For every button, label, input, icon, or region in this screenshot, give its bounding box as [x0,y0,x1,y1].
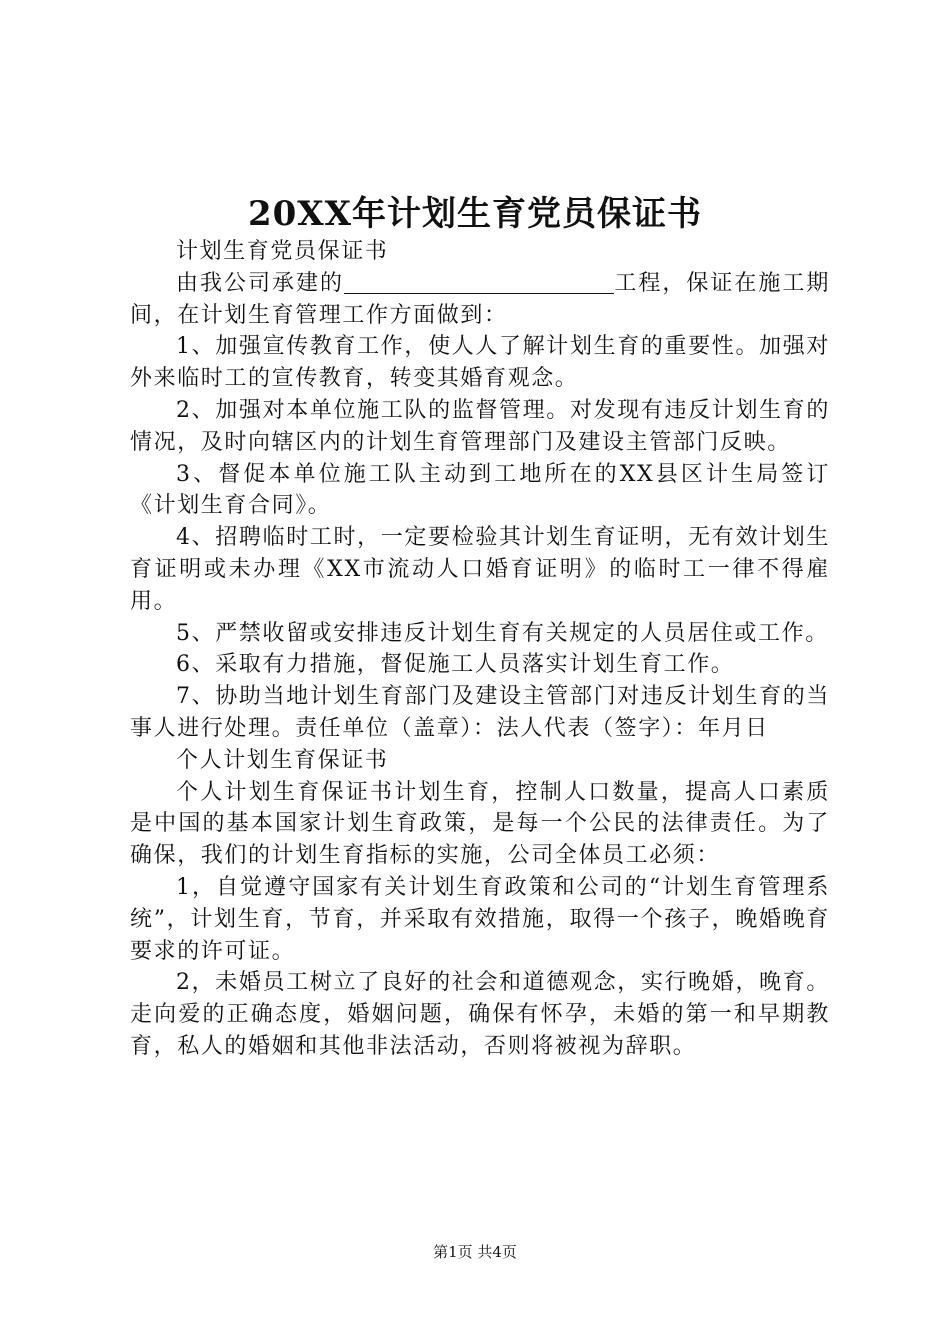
paragraph-text: 5、严禁收留或安排违反计划生育有关规定的人员居住或工作。 [176,620,829,646]
paragraph [130,236,830,268]
page-number-footer: 第1页 共4页 [433,1243,517,1261]
document-title: 20XX年计划生育党员保证书 [247,194,703,234]
paragraph [130,268,830,332]
paragraph-text: 计划生育党员保证书 [176,239,389,264]
paragraph-text: 7、协助当地计划生育部门及建设主管部门对违反计划生育的当事人进行处理。责任单位（盖章）：法人代表（签字）：年月日 [130,684,830,741]
paragraph [130,459,830,523]
paragraph [130,872,830,967]
blank-underline [344,271,614,294]
paragraph [130,618,830,650]
paragraph-text: 3、督促本单位施工队主动到工地所在的XX县区计生局签订《计划生育合同》。 [130,461,830,519]
paragraph [130,681,830,745]
paragraph-text: 由我公司承建的 [176,270,344,296]
paragraph [130,649,830,681]
paragraph-text: 1，自觉遵守国家有关计划生育政策和公司的“计划生育管理系统”，计划生育，节育，并采取有效措施，取得一个孩子，晚婚晚育要求的许可证。 [130,874,830,964]
paragraph-text: 6、采取有力措施，督促施工人员落实计划生育工作。 [176,652,735,678]
paragraph-text: 2，未婚员工树立了良好的社会和道德观念，实行晚婚，晚育。走向爱的正确态度，婚姻问题，确保有怀孕，未婚的第一和早期教育，私人的婚姻和其他非法活动，否则将被视为辞职。 [130,970,830,1059]
paragraph [130,967,830,1062]
paragraph [130,745,830,777]
paragraph [130,395,830,459]
paragraph [130,777,830,872]
paragraph-text: 个人计划生育保证书 [176,747,389,773]
paragraph-text: 工程，保证在施工期间，在计划生育管理工作方面做到： [130,270,830,328]
paragraph [130,331,830,395]
paragraph-text: 个人计划生育保证书计划生育，控制人口数量，提高人口素质是中国的基本国家计划生育政策，是每一个公民的法律责任。为了确保，我们的计划生育指标的实施，公司全体员工必须： [130,779,830,869]
paragraph-text: 1、加强宣传教育工作，使人人了解计划生育的重要性。加强对外来临时工的宣传教育，转变其婚育观念。 [130,334,830,392]
paragraph-text: 4、招聘临时工时，一定要检验其计划生育证明，无有效计划生育证明或未办理《XX市流动人口婚育证明》的临时工一律不得雇用。 [130,525,830,614]
paragraph-text: 2、加强对本单位施工队的监督管理。对发现有违反计划生育的情况，及时向辖区内的计划生育管理部门及建设主管部门反映。 [130,397,830,455]
document-body [130,236,830,1063]
paragraph [130,522,830,617]
